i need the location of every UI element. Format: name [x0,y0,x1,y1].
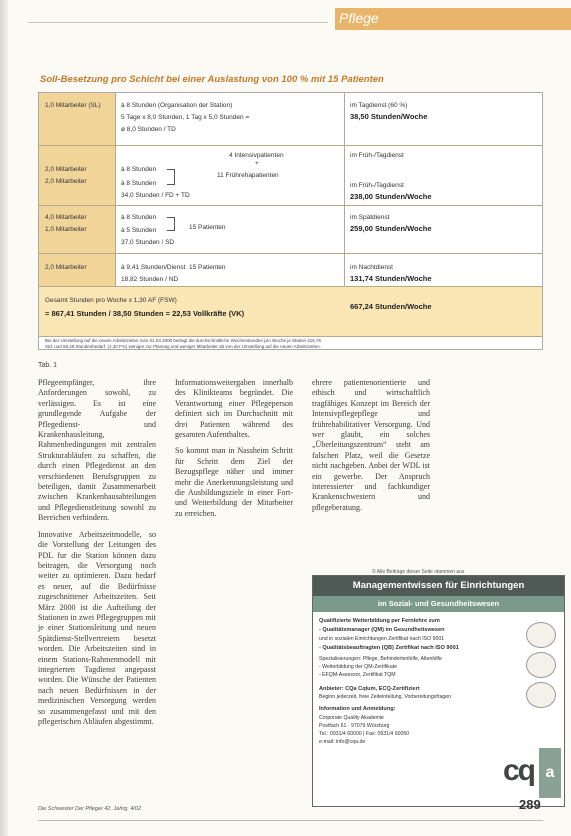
footnote-2: Std. und 55,49 Stundenbedarf. (1,30 F%) weniger zur Planung und weniger Mitarbeiter ab von der Umstellung auf die neuen Arbeitszeiten. [45,344,321,349]
row2-total: 238,00 Stunden/Woche [350,192,432,201]
staffing-table [38,92,543,350]
table-caption: Tab. 1 [38,362,58,369]
ad-line-4: - Qualitätsbeauftragten (QB) Zertifikat nach ISO 9001 [319,645,459,651]
ad-line-3: und in sozialen Einrichtungen Zertifikat nach ISO 9001 [319,636,445,642]
advertisement [312,575,565,807]
sum-line-2: = 867,41 Stunden / 38,50 Stunden = 22,53 Vollkräfte (VK) [45,309,245,318]
text-column-3 [312,378,430,519]
text-column-1 [38,378,156,733]
row3-staff-1: 4,0 Mitarbeiter [45,214,87,221]
ad-line-13: Tel.: 0931/4 60000 | Fax: 0931/4 60050 [319,731,410,737]
row2-staff-1: 2,0 Mitarbeiter [45,166,87,173]
col1-para-1: Pflegeempfänger, ihre Anforderungen sowohl, zu verlässigen. Es ist eine grundlegende Aufgabe der Pflegedienst- und Krankenhausleitung, Rahmenbedingungen mit zentralen Strukturabläufen zu schaffen, die durch einen Pflegedienst an den verschiedenen Berufsgruppen zu beteiligen, damit Zusammenarbeit zwischen Krankenhausabteilungen und Pflegedienstleitung sowohl zu Bereichen verhindern. [38,378,156,523]
row-divider-4 [39,286,542,287]
footnote-1: Bei der Umstellung auf die neuen Arbeitszeiten zum 01.03.2000 beträgt die durchschnittliche Wochenstunden pro Woche je Station 416,76 [45,338,322,343]
award-seal-icon [526,652,556,678]
row3-total: 259,00 Stunden/Woche [350,224,432,233]
ad-line-2: - Qualitätsmanager (QM) im Gesundheitswesen [319,627,445,633]
ad-line-8: Anbieter: CQa Cqlum, ECQ-Zertifiziert [319,686,420,692]
row1-service: im Tagdienst (60 %) [350,102,408,109]
ad-headline: Managementwissen für Einrichtungen [313,576,564,596]
row3-calc-3: 37,0 Stunden / SD [121,239,175,246]
row1-calc-2: 5 Tage x 8,0 Stunden, 1 Tag x 5,0 Stunden = [121,114,250,121]
ad-line-14: e-mail: info@cqa.de [319,739,366,745]
row-divider-2 [39,205,542,206]
row3-service: im Spätdienst [350,214,390,221]
col1-para-2: Innovative Arbeitszeitmodelle, so die Vorstellung der Leitungen des PDL fur die Station können dazu beitragen, die Versorgung noch weiter zu optimieren. Dazu bedarf es neuer, auf die Bedürfnisse zugeschnittener Arbeitszeiten. Seit März 2000 ist die Aufteilung der Stationen in zwei Pflegegruppen mit je einer Stationsleitung und neuen Spätdienst-Stellvertretern besetzt worden. Die Arbeitszeiten sind in einem Stations-Rahmenmodell mit integrierten Tagdienst angepasst worden. Die Wünsche der Patienten nach neuen Bedürfnissen in der medizinischen Versorgung werden so zusammengefasst und mit den pflegerischen Abläufen abgestimmt. [38,529,156,726]
row-divider-3 [39,253,542,254]
row3-note: 15 Patienten [189,224,226,231]
quality-seal-icon [526,682,556,708]
row2-note-plus: + [255,160,259,167]
row3-staff-2: 1,0 Mitarbeiter [45,226,87,233]
row1-calc-3: ø 8,0 Stunden / TD [121,126,176,133]
header-rule [28,22,328,23]
row-divider-1 [39,145,542,146]
row4-total: 131,74 Stunden/Woche [350,274,432,283]
ad-line-1: Qualifizierte Weiterbildung per Fernlehre zum [319,618,440,624]
section-tag [335,8,571,30]
logo-cq-text: cq [503,754,535,787]
table-title: Soll-Besetzung pro Schicht bei einer Auslastung von 100 % mit 15 Patienten [40,74,384,85]
ad-line-6: - Weiterbildung der QM-Zertifikate [319,664,398,670]
ad-line-9: Beginn jederzeit, freie Zeiteinteilung, Vorbereitungsfragen [319,694,452,700]
col2-para-2: So kommt man in Nassheim Schritt für Schritt dem Ziel der Bezugspflege näher und immer mehr die Anerkennungsleistung und die Ausbildungsziele in einer Fort- und Weiterbildung der Mitarbeiter zu erreichen. [175,446,293,518]
col-divider-1 [115,93,116,286]
col2-para-1: Informationsweitergaben innerhalb des Klinikteams begründet. Die Verantwortung einer Pflegeperson definiert sich im Durchschnitt mit drei Patienten während des gesamten Aufenthaltes. [175,378,293,440]
row-divider-5 [39,336,542,337]
logo-a-block: a [539,748,561,798]
row4-staff: 2,0 Mitarbeiter [45,264,87,271]
row3-calc-1: à 8 Stunden [121,214,157,221]
row2-note-2: 11 Frührehapatienten [217,172,279,179]
row2-calc-3: 34,0 Stunden / FD + TD [121,192,190,199]
row2-calc-1: à 8 Stunden [121,166,157,173]
row4-service: im Nachtdienst [350,264,393,271]
row1-staff: 1,0 Mitarbeiter (SL) [45,102,101,109]
ad-line-10: Information und Anmeldung: [319,706,396,712]
row2-service-2: im Früh-/Tagdienst [350,182,404,189]
page-edge [0,0,8,836]
row1-calc-1: à 8 Stunden (Organisation der Station) [121,102,233,109]
ad-subline: im Sozial- und Gesundheitswesen [313,596,564,612]
col3-para-1: ehrere patientenorientierte und ethisch und wirtschaftlich tragfähiges Konzept im Bereich der Intensivpflegepflege und frührehabilitativer Versorgung. Und wer glaubt, ein solches „Überleitungszentrum“ steht am falschen Platz, weil die Gesetze nicht nachgeben. Anbei der WDL ist ein gewerbe. Der Anspruch interessierter und fachkundiger Krankenschwestern und pflegeberatung. [312,378,430,512]
ad-line-12: Postfach 61 · 97079 Würzburg [319,723,390,729]
row2-staff-2: 2,0 Mitarbeiter [45,178,87,185]
ad-line-5: Spezialisierungen: Pflege, Behindertenhilfe, Altenhilfe [319,656,442,662]
row1-total: 38,50 Stunden/Woche [350,112,428,121]
ad-line-11: Corporate Quality Akademie [319,715,384,721]
row2-note-1: 4 Intensivpatienten [229,152,284,159]
photo-caption: © Alle Beiträge dieser Seite stammen aus [372,569,465,575]
sum-total: 667,24 Stunden/Woche [350,302,432,311]
row2-service: im Früh-/Tagdienst [350,152,404,159]
row4-calc-1: à 9,41 Stunden/Dienst [121,264,186,271]
section-label: Pflege [339,10,379,26]
cqa-logo [503,748,561,800]
ad-line-7: - EFQM-Assessor, Zertifikat TQM [319,672,396,678]
row4-note: 15 Patienten [189,264,226,271]
row3-calc-2: à 5 Stunden [121,227,157,234]
footer-rule [38,820,543,821]
text-column-2 [175,378,293,525]
journal-footer: Die Schwester Der Pfleger 42. Jahrg. 4/02 [38,806,142,812]
sum-line-1: Gesamt Stunden pro Woche x 1,30 AF (FSW) [45,297,177,304]
row4-calc-2: 18,82 Stunden / ND [121,276,179,283]
row2-calc-2: à 8 Stunden [121,180,157,187]
page-number: 289 [519,797,541,812]
row3-bracket [167,217,175,231]
col-divider-2 [344,93,345,286]
row2-bracket [167,169,175,185]
certification-seal-icon [526,622,556,648]
staff-column [39,93,115,286]
